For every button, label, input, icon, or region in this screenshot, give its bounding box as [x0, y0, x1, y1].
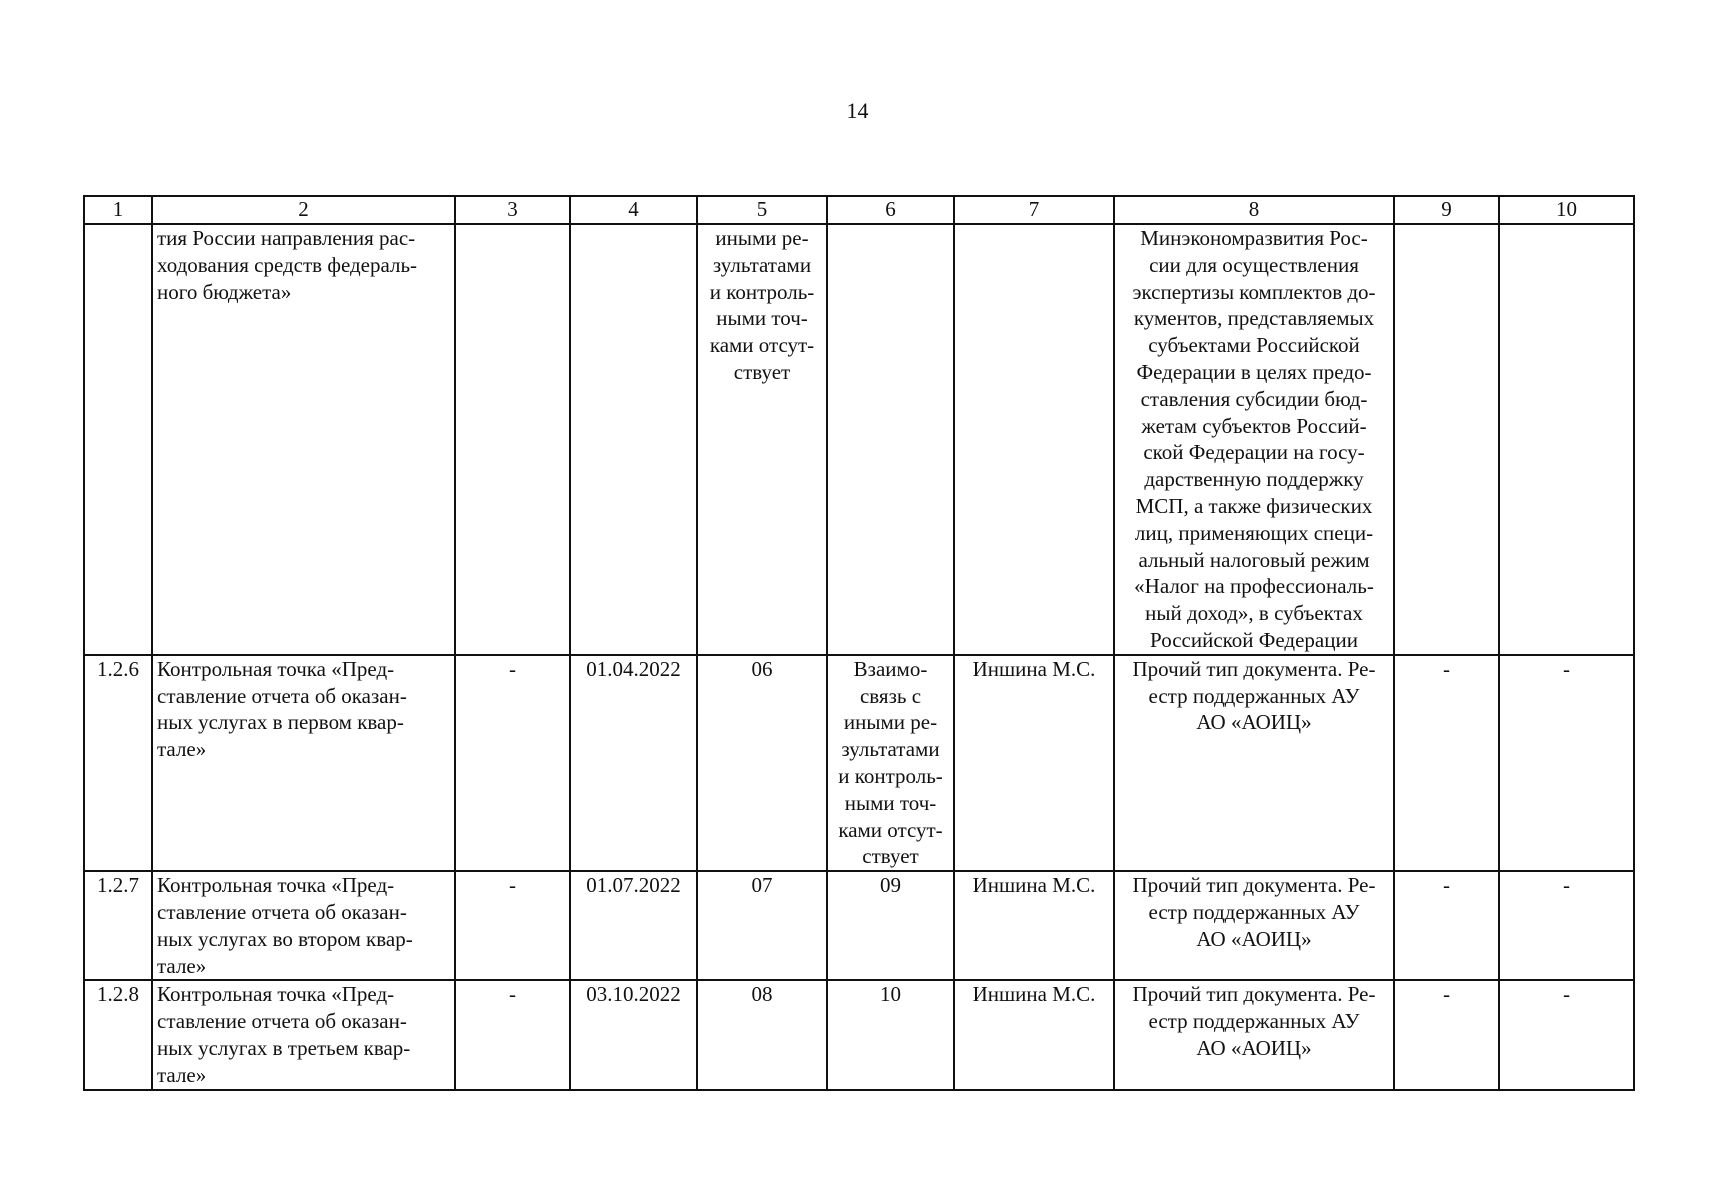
- cell-col6: 10: [827, 980, 954, 1089]
- cell-responsible: [954, 224, 1114, 655]
- header-cell-3: 3: [455, 196, 570, 224]
- cell-date: 01.07.2022: [570, 871, 697, 980]
- cell-date: 01.04.2022: [570, 655, 697, 871]
- header-row: [84, 196, 1634, 224]
- header-cell-5: 5: [697, 196, 827, 224]
- cell-col5: 07: [697, 871, 827, 980]
- table-row: [84, 980, 1634, 1089]
- cell-col5: 06: [697, 655, 827, 871]
- cell-col10: -: [1499, 655, 1634, 871]
- header-cell-9: 9: [1394, 196, 1499, 224]
- cell-col9: -: [1394, 655, 1499, 871]
- cell-date: 03.10.2022: [570, 980, 697, 1089]
- cell-document: Прочий тип документа. Ре- естр поддержанных АУ АО «АОИЦ»: [1114, 655, 1394, 871]
- cell-col10: -: [1499, 871, 1634, 980]
- table-row-continuation: [84, 224, 1634, 655]
- cell-col5: иными ре- зультатами и контроль- ными точ- ками отсут- ствует: [697, 224, 827, 655]
- header-cell-1: 1: [84, 196, 152, 224]
- cell-col6: 09: [827, 871, 954, 980]
- table-row: [84, 871, 1634, 980]
- header-cell-10: 10: [1499, 196, 1634, 224]
- header-cell-4: 4: [570, 196, 697, 224]
- page-number: 14: [846, 98, 869, 123]
- cell-col3: [455, 224, 570, 655]
- cell-responsible: Иншина М.С.: [954, 655, 1114, 871]
- table-row: [84, 655, 1634, 871]
- cell-number: 1.2.8: [84, 980, 152, 1089]
- checkpoint-table: [83, 195, 1635, 1091]
- header-cell-7: 7: [954, 196, 1114, 224]
- cell-col3: -: [455, 871, 570, 980]
- cell-col9: [1394, 224, 1499, 655]
- cell-date: [570, 224, 697, 655]
- header-cell-2: 2: [152, 196, 455, 224]
- header-cell-6: 6: [827, 196, 954, 224]
- cell-name: Контрольная точка «Пред- ставление отчета об оказан- ных услугах во втором квар- тале»: [152, 871, 455, 980]
- cell-number: 1.2.7: [84, 871, 152, 980]
- cell-col3: -: [455, 980, 570, 1089]
- cell-document: Минэкономразвития Рос- сии для осуществления экспертизы комплектов до- кументов, представляемых субъектами Российской Федерации в целях предо- ставления субсидии бюд- жетам субъектов Россий- ской Федерации на госу- дарственную поддержку МСП, а также физических лиц, применяющих специ- альный налоговый режим «Налог на профессиональ- ный доход», в субъектах Российской Федерации: [1114, 224, 1394, 655]
- cell-document: Прочий тип документа. Ре- естр поддержанных АУ АО «АОИЦ»: [1114, 980, 1394, 1089]
- cell-col3: -: [455, 655, 570, 871]
- cell-col6: [827, 224, 954, 655]
- cell-responsible: Иншина М.С.: [954, 871, 1114, 980]
- cell-number: [84, 224, 152, 655]
- cell-number: 1.2.6: [84, 655, 152, 871]
- cell-document: Прочий тип документа. Ре- естр поддержанных АУ АО «АОИЦ»: [1114, 871, 1394, 980]
- cell-col10: -: [1499, 980, 1634, 1089]
- cell-name: Контрольная точка «Пред- ставление отчета об оказан- ных услугах в первом квар- тале»: [152, 655, 455, 871]
- cell-col5: 08: [697, 980, 827, 1089]
- cell-col10: [1499, 224, 1634, 655]
- cell-name: тия России направления рас- ходования средств федераль- ного бюджета»: [152, 224, 455, 655]
- cell-col9: -: [1394, 871, 1499, 980]
- cell-col6: Взаимо- связь с иными ре- зультатами и контроль- ными точ- ками отсут- ствует: [827, 655, 954, 871]
- cell-col9: -: [1394, 980, 1499, 1089]
- cell-name: Контрольная точка «Пред- ставление отчета об оказан- ных услугах в третьем квар- тале»: [152, 980, 455, 1089]
- header-cell-8: 8: [1114, 196, 1394, 224]
- cell-responsible: Иншина М.С.: [954, 980, 1114, 1089]
